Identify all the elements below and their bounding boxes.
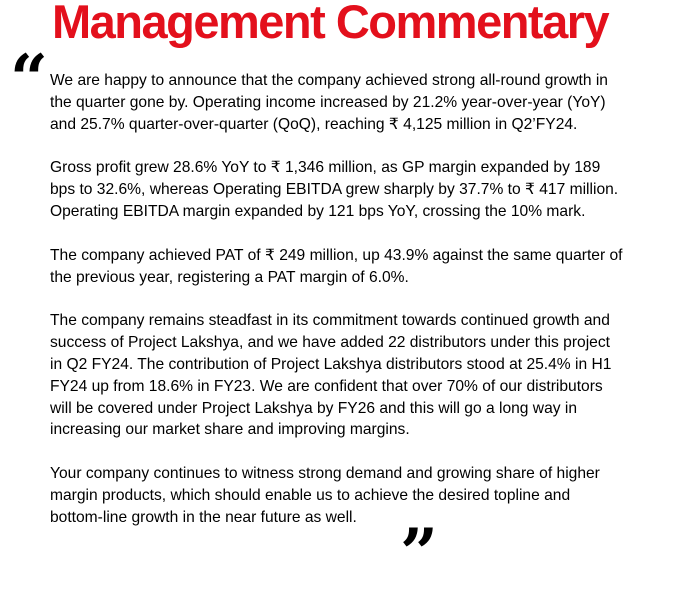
paragraph-line: the previous year, registering a PAT margin of 6.0%. (50, 268, 409, 286)
paragraph-pat (50, 245, 682, 289)
paragraph-line: The company achieved PAT of ₹ 249 million, up 43.9% against the same quarter of (50, 246, 623, 264)
close-quote-icon: ” (400, 514, 434, 592)
paragraph-line: We are happy to announce that the company achieved strong all-round growth in (50, 72, 608, 89)
paragraph-line: margin products, which should enable us to achieve the desired topline and (50, 486, 571, 504)
paragraph-line: and 25.7% quarter-over-quarter (QoQ), reaching ₹ 4,125 million in Q2’FY24. (50, 115, 578, 133)
paragraph-line: Operating EBITDA margin expanded by 121 bps YoY, crossing the 10% mark. (50, 202, 586, 220)
paragraph-line: FY24 up from 18.6% in FY23. We are confident that over 70% of our distributors (50, 377, 603, 395)
page-title: Management Commentary (52, 0, 609, 48)
paragraph-line: bps to 32.6%, whereas Operating EBITDA grew sharply by 37.7% to ₹ 417 million. (50, 181, 619, 199)
paragraph-line: the quarter gone by. Operating income increased by 21.2% year-over-year (YoY) (50, 93, 606, 111)
open-quote-icon: “ (10, 40, 44, 118)
paragraph-project-lakshya (50, 310, 682, 441)
paragraph-line: Your company continues to witness strong demand and growing share of higher (50, 465, 600, 483)
paragraph-outlook (50, 463, 682, 528)
paragraph-line: Gross profit grew 28.6% YoY to ₹ 1,346 million, as GP margin expanded by 189 (50, 159, 601, 177)
paragraph-line: bottom-line growth in the near future as well. (50, 508, 357, 526)
paragraph-gross-profit (50, 157, 682, 222)
paragraph-line: in Q2 FY24. The contribution of Project Lakshya distributors stood at 25.4% in H1 (50, 355, 612, 373)
paragraph-line: increasing our market share and improving margins. (50, 421, 410, 439)
paragraph-line: will be covered under Project Lakshya by FY26 and this will go a long way in (50, 399, 578, 417)
paragraph-growth (50, 70, 682, 135)
paragraph-line: The company remains steadfast in its commitment towards continued growth and (50, 312, 610, 330)
paragraph-line: success of Project Lakshya, and we have added 22 distributors under this project (50, 334, 610, 352)
commentary-body (50, 70, 682, 551)
